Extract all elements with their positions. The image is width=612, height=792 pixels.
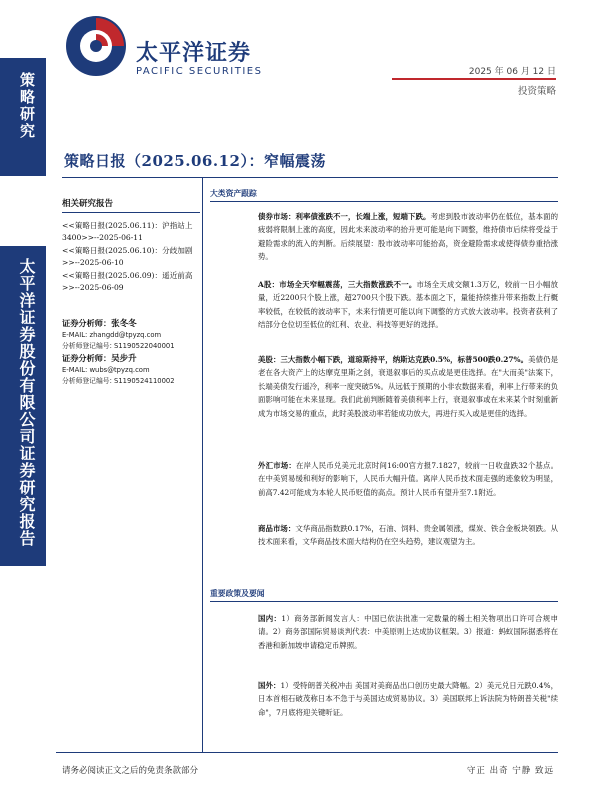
related-reports-list (62, 220, 200, 295)
report-date: 2025 年 06 月 12 日 (468, 67, 556, 77)
section-heading-asset-tracking: 大类资产跟踪 (210, 189, 257, 198)
analyst-card (62, 353, 202, 387)
analyst-email[interactable]: E-MAIL: wubs@tpyzq.com (62, 366, 150, 374)
sidebar-bottom-label: 太平洋证券股份有限公司证券研究报告 (17, 258, 36, 547)
paragraph-lead: 外汇市场： (258, 461, 296, 470)
analyst-role: 证券分析师： (62, 318, 112, 328)
brand-name-cn: 太平洋证券 (136, 41, 252, 66)
analyst-card (62, 318, 202, 352)
sidebar (0, 0, 46, 792)
analyst-role: 证券分析师： (62, 353, 112, 363)
footer-motto: 守正 出奇 宁静 致远 (466, 766, 554, 776)
paragraph-body: 考虑到股市波动率仍在低位，基本面的疲弱将限制上涨的高度，因此未来波动率的抬升更可能是向下调整，维持债市后续将受益于避险需求的流入的判断。后续展望：股市波动率可能抬高，资金避险需求或使得债券重拾涨势。 (258, 212, 558, 262)
paragraph-body: 在岸人民币兑美元北京时间16:00官方报7.1827，较前一日收盘跌32个基点。在中美贸易缓和利好的影响下，人民币大幅升值。离岸人民币技术面走强的迹象较为明显，前高7.42可能成为本轮人民币贬值的高点。预计人民币有望升至7.1附近。 (258, 461, 558, 497)
paragraph-lead: 商品市场： (258, 524, 296, 533)
related-report-link[interactable]: <<策略日报(2025.06.09)：遥近前高>>--2025-06-09 (62, 271, 193, 292)
title-divider (62, 177, 558, 178)
paragraph-body: 市场全天成交额1.3万亿，较前一日小幅放量，近2200只个股上涨，超2700只个股下跌。基本面之下，量能持续推升带来指数上行概率较低，在较低的波动率下，未来行情更可能以向下调整的方式放大波动率。投资者获利了结部分仓位切至低位的红利、农业、科技等更好的选择。 (258, 280, 558, 330)
footer-disclaimer: 请务必阅读正文之后的免责条款部分 (62, 766, 199, 776)
pacific-securities-logo-icon (64, 14, 128, 78)
paragraph-body: 文华商品指数跌0.17%，石油、饲料、贵金属领涨，煤炭、铁合金板块领跌。从技术面来看，文华商品技术面大结构仍在空头趋势，建议观望为主。 (258, 524, 558, 547)
related-report-link[interactable]: <<策略日报(2025.06.10)：分歧加剧>>--2025-06-10 (62, 246, 193, 267)
footer-divider (56, 752, 558, 753)
sidebar-top-label: 策略研究 (18, 72, 36, 140)
report-category: 投资策略 (517, 86, 556, 97)
brand-name-en: PACIFIC SECURITIES (136, 66, 263, 77)
paragraph-lead: A股：市场全天窄幅震荡，三大指数涨跌不一。 (258, 280, 417, 289)
related-reports-heading: 相关研究报告 (62, 199, 114, 209)
analyst-cert: 分析师登记编号: S1190524110002 (62, 377, 175, 385)
paragraph-body: 美债仍是老在各大资产上的达摩克里斯之剑，衰退叙事后的买点或是更佳选择。在"大而美"法案下，长端美债发行遥冷，利率一度突破5%。从远低于预期的小非农数据来看，利率上行带来的负面影响可能在未来显现。我们此前判断随着美债利率上行，衰退叙事或在未来某个时刻重新成为市场交易的重点，此时美股波动率若能成功放大，再进行买入或是更佳的选择。 (258, 355, 558, 418)
paragraph-bond (258, 210, 558, 264)
related-report-link[interactable]: <<策略日报(2025.06.11)：沪指站上3400>>--2025-06-11 (62, 221, 193, 242)
paragraph-us (258, 353, 558, 420)
paragraph-body: 1）受特朗普关税冲击 美国对美商品出口创历史最大降幅。2）美元兑日元跌0.4%，日本首相石破茂称日本不急于与美国达成贸易协议。3）美国联邦上诉法院为特朗普关税"续命"，7月底将迎关键听证。 (258, 681, 558, 717)
paragraph-lead: 国外： (258, 681, 281, 690)
analyst-cert: 分析师登记编号: S1190522040001 (62, 342, 175, 350)
header-accent-rule (392, 78, 556, 80)
section-heading-policy: 重要政策及要闻 (210, 589, 265, 598)
paragraph-commodity (258, 522, 558, 549)
paragraph-domestic (258, 612, 558, 652)
analyst-name: 吴步升 (111, 354, 137, 364)
paragraph-body: 1）商务部新闻发言人：中国已依法批准一定数量的稀土相关物项出口许可合规申请。2）商务部国际贸易谈判代表：中美原则上达成协议框架。3）报道：蚂蚁国际据悉将在香港和新加坡申请稳定币牌照。 (258, 614, 558, 650)
page-title: 策略日报（2025.06.12）：窄幅震荡 (64, 152, 326, 170)
paragraph-foreign (258, 679, 558, 719)
analyst-email[interactable]: E-MAIL: zhangdd@tpyzq.com (62, 331, 162, 339)
analyst-name: 张冬冬 (111, 319, 137, 329)
paragraph-lead: 债券市场：利率债涨跌不一，长端上涨，短端下跌。 (258, 212, 431, 221)
column-divider (202, 178, 203, 752)
paragraph-ashare (258, 278, 558, 332)
section-divider (210, 601, 558, 602)
paragraph-lead: 国内： (258, 614, 282, 623)
section-divider (210, 201, 558, 202)
paragraph-fx (258, 459, 558, 499)
related-reports-divider (62, 212, 200, 213)
paragraph-lead: 美股：三大指数小幅下跌，道琼斯持平，纳斯达克跌0.5%，标普500跌0.27%。 (258, 355, 529, 364)
